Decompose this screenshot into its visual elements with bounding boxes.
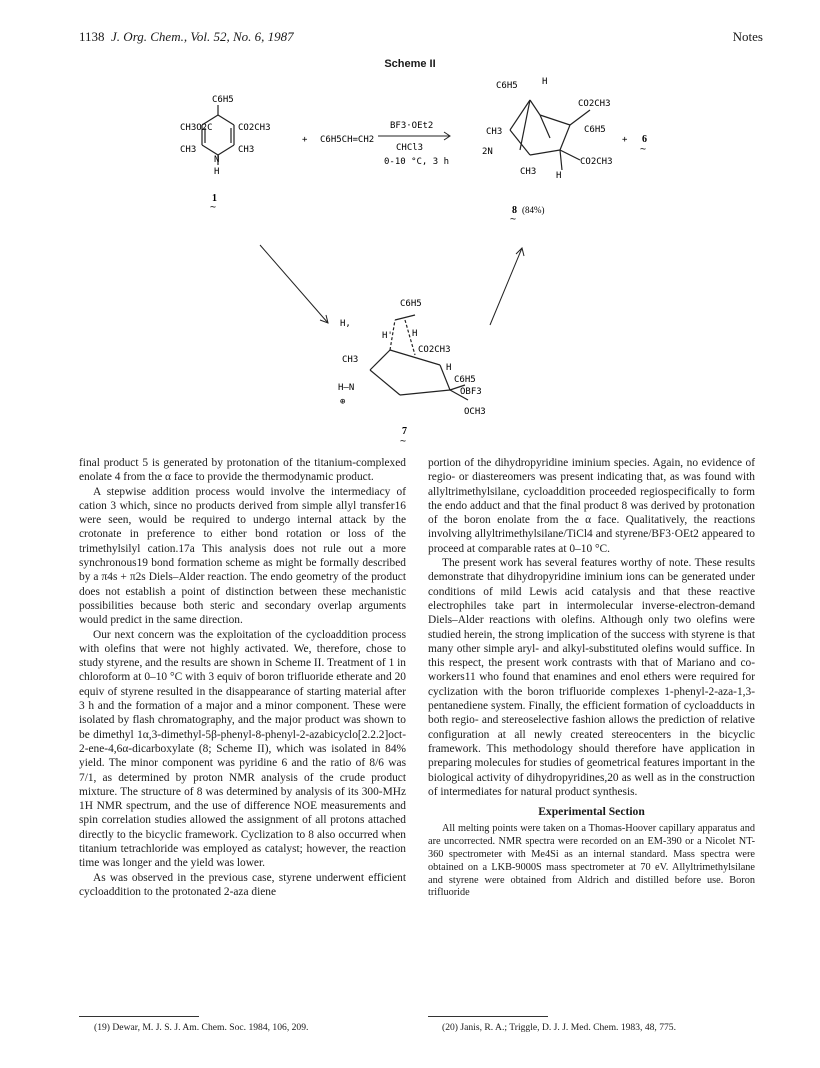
left-paragraph-3: Our next concern was the exploitation of the cycloaddition process with olefins that were not highly activated. We, therefore, chose to study styrene, and the results are shown in Scheme II. Treatment of 1 in chloroform at 0–10 °C with 3 equiv of boron trifluoride etherate and 20 equiv of styrene resulted in the disappearance of starting material after 3 h and the formation of a major and a minor component. These were isolated by flash chromatography, and the major product was shown to be dimethyl 1α,3-dimethyl-5β-phenyl-8-phenyl-2-azabicyclo[2.2.2]oct-2-ene-4,6α-dicarboxylate (8; Scheme II), which was isolated in 84% yield. The minor component was pyridine 6 and the ratio of 8/6 was 7/1, as determined by proton NMR analysis of the crude product mixture. The structure of 8 was determined by analysis of its 300-MHz 1H NMR spectrum, and the use of difference NOE measurements and spin correlation studies allowed the assignment of all protons attached directly to the bicyclic framework. Cyclization to 8 also occurred when titanium tetrachloride was employed as catalyst; however, the reaction time was longer and the yield was lower.: [79, 628, 406, 870]
c1-label-co2me-right: CO2CH3: [238, 123, 271, 133]
c7-label-c6h5-top: C6H5: [400, 299, 422, 309]
condition-temperature: 0-10 °C, 3 h: [384, 157, 450, 167]
journal-citation: J. Org. Chem., Vol. 52, No. 6, 1987: [111, 29, 294, 44]
c7-label-h-mid: H': [382, 331, 393, 341]
footnote-19: (19) Dewar, M. J. S. J. Am. Chem. Soc. 1984, 106, 209.: [94, 1022, 309, 1033]
c7-label-obf3: OBF3: [460, 387, 482, 397]
left-column: [79, 456, 406, 899]
header-left: [79, 29, 294, 45]
section-label: Notes: [732, 29, 763, 44]
c7-label-h-right: H: [412, 329, 418, 339]
scheme-title: Scheme II: [384, 58, 436, 70]
left-paragraph-1: final product 5 is generated by protonation of the titanium-complexed enolate 4 from the α face to provide the thermodynamic product.: [79, 457, 406, 484]
c8-label-n: 2N: [482, 147, 493, 157]
c1-label-c6h5: C6H5: [212, 95, 234, 105]
footnote-rule-right: [428, 1016, 548, 1017]
page-header: [79, 29, 763, 47]
c8-label-c6h5-right: C6H5: [584, 125, 606, 135]
plus-sign-1: +: [302, 135, 308, 145]
compound-1-tilde: ~: [210, 202, 217, 213]
left-paragraph-2: A stepwise addition process would involve the intermediacy of cation 3 which, since no products derived from simple allyl transfer16 were seen, would be required to undergo internal attack by the crotonate in preference to either bond rotation or loss of the trimethylsilyl cation.17a This analysis does not rule out a more synchronous19 bond formation scheme as might be formally described by a π4s + π2s Diels–Alder reaction. The endo geometry of the product does not establish a point of distinction between these mechanistic possibilities because both steric and secondary overlap arguments would predict in the same direction.: [79, 485, 406, 627]
c1-label-co2me-left: CH3O2C: [180, 123, 213, 133]
c8-label-ch3: CH3: [486, 127, 503, 137]
compound-8-yield: (84%): [522, 205, 545, 215]
plus-sign-2: +: [622, 135, 628, 145]
compound-1-number: 1: [212, 193, 217, 204]
left-paragraph-4: As was observed in the previous case, styrene underwent efficient cycloaddition to the protonated 2-aza diene: [79, 871, 406, 898]
c7-label-c6h5-right: C6H5: [454, 375, 476, 385]
right-paragraph-2: The present work has several features worthy of note. These results demonstrate that dihydropyridine iminium ions can be generated under conditions of mild Lewis acid catalysis and that these reactive electrophiles take part in intermolecular inverse-electron-demand Diels–Alder reactions with olefins. Although only two olefins were studied herein, the strong implication of the success with styrene is that many other simple aryl- and alkyl-substituted olefins would suffice. In this respect, the present work contrasts with that of Mariano and co-workers11 who found that enamines and enol ethers were required for cyclization with the boron trifluoride complexes 1-phenyl-2-aza-1,3-pentanediene system. Finally, the efficient formation of cycloadducts in both regio- and stereoselective fashion allows the prediction of relative configuration at all newly created stereocenters in the bicyclic framework. This methodology should therefore have application in preparing molecules for studies of geometrical features important in the biological activity of dihydropyridines,20 as well as in the construction of intermediates for natural product synthesis.: [428, 557, 755, 798]
footnote-20: (20) Janis, R. A.; Triggle, D. J. J. Med. Chem. 1983, 48, 775.: [442, 1022, 676, 1033]
compound-7-structure: [370, 315, 468, 400]
experimental-section-title: Experimental Section: [538, 805, 645, 819]
footnote-rule-left: [79, 1016, 199, 1017]
c8-label-co2ch3-lower: CO2CH3: [580, 157, 613, 167]
c8-label-co2ch3: CO2CH3: [578, 99, 611, 109]
c8-label-h-bottom: H: [556, 171, 562, 181]
c7-label-h-left: H,: [340, 319, 351, 329]
c7-label-hn: H–N: [338, 383, 355, 393]
page-number: 1138: [79, 29, 105, 44]
experimental-paragraph: All melting points were taken on a Thomas-Hoover capillary apparatus and are uncorrected. NMR spectra were recorded on an EM-390 or a Nicolet NT-360 spectrometer with Me4Si as an internal standard. Mass spectra were obtained on a LKB-9000S mass spectrometer at 70 eV. Allyltrimethylsilane and styrene were obtained from Aldrich and distilled before use. Boron trifluoride: [428, 823, 755, 899]
compound-8-structure: [510, 100, 590, 170]
c1-label-h: H: [214, 167, 220, 177]
condition-solvent: CHCl3: [396, 143, 424, 153]
c7-label-plus: ⊕: [340, 397, 346, 407]
compound-8-tilde: ~: [510, 214, 517, 225]
right-paragraph-1: portion of the dihydropyridine iminium species. Again, no evidence of regio- or diastereomers was present indicating that, as was found with allyltrimethylsilane, cycloaddition proceeded regiospecifically to form the endo adduct and that the final product 8 was derived by protonation of the boron enolate from the α face. Qualitatively, the reactions involving allyltrimethylsilane/TiCl4 and styrene/BF3·OEt2 appeared to proceed at comparable rates at 0–10 °C.: [428, 457, 755, 555]
compound-7-number: 7: [402, 426, 407, 437]
right-column: [428, 456, 755, 900]
c7-label-co2ch3: CO2CH3: [418, 345, 451, 355]
c7-label-ch3: CH3: [342, 355, 359, 365]
c8-label-ch3-bottom: CH3: [520, 167, 537, 177]
c1-label-ch3-right: CH3: [238, 145, 255, 155]
reaction-scheme: [150, 70, 670, 460]
c8-label-h-top: H: [542, 77, 548, 87]
c1-label-ch3-left: CH3: [180, 145, 197, 155]
compound-8-number: 8: [512, 205, 517, 216]
compound-7-tilde: ~: [400, 436, 407, 447]
compound-6-number: 6: [642, 134, 647, 145]
styrene-reagent: C6H5CH=CH2: [320, 135, 375, 145]
c1-label-n: N: [214, 155, 220, 165]
c7-label-och3: OCH3: [464, 407, 486, 417]
condition-catalyst: BF3·OEt2: [390, 121, 434, 131]
compound-6-tilde: ~: [640, 144, 647, 155]
c8-label-c6h5-top: C6H5: [496, 81, 518, 91]
c7-label-h-ring: H: [446, 363, 452, 373]
